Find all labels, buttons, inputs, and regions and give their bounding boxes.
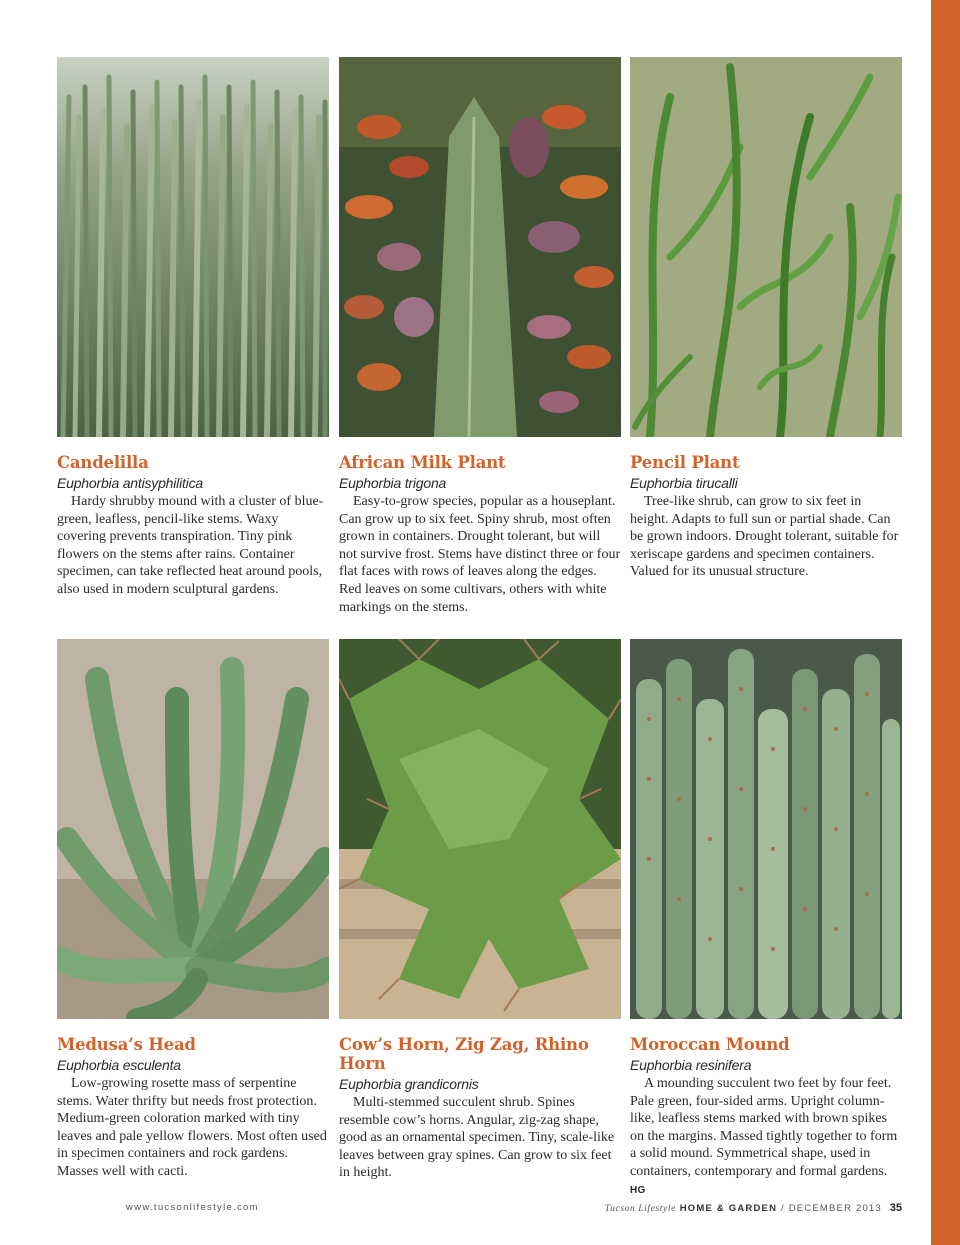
photo-cows-horn — [339, 639, 621, 1019]
plant-common-name: Medusa’s Head — [57, 1035, 196, 1054]
photo-medusas-head — [57, 639, 329, 1019]
plant-latin-name: Euphorbia antisyphilitica — [57, 475, 203, 491]
plant-latin-name: Euphorbia esculenta — [57, 1057, 181, 1073]
plant-common-name: African Milk Plant — [339, 453, 506, 472]
page-number: 35 — [889, 1202, 902, 1214]
plant-description — [630, 1075, 902, 1199]
plant-card-african-milk-plant — [339, 57, 621, 616]
plant-description: Low-growing rosette mass of serpentine stems. Water thrifty but needs frost protection. Medium-green coloration marked with tiny leaves and pale yellow flowers. Most often used in specimen containers and rock gardens. Masses well with cacti. — [57, 1076, 327, 1179]
plant-card-cows-horn — [339, 639, 621, 1182]
plant-common-name: Cow’s Horn, Zig Zag, Rhino Horn — [339, 1035, 589, 1073]
plant-common-name: Moroccan Mound — [630, 1035, 790, 1054]
photo-pencil-plant — [630, 57, 902, 437]
end-of-article-mark: HG — [630, 1184, 646, 1196]
plant-card-pencil-plant — [630, 57, 902, 581]
plant-common-name: Candelilla — [57, 453, 149, 472]
plant-latin-name: Euphorbia trigona — [339, 475, 447, 491]
folio-separator: / — [781, 1203, 785, 1214]
accent-edge-bar — [931, 0, 960, 1245]
magazine-section: HOME & GARDEN — [679, 1203, 778, 1214]
issue-date: DECEMBER 2013 — [788, 1203, 882, 1214]
plant-common-name: Pencil Plant — [630, 453, 740, 472]
plant-latin-name: Euphorbia tirucalli — [630, 475, 738, 491]
plant-card-candelilla — [57, 57, 329, 599]
plant-latin-name: Euphorbia resinifera — [630, 1057, 752, 1073]
plant-card-medusas-head — [57, 639, 329, 1181]
plant-description: Multi-stemmed succulent shrub. Spines resemble cow’s horns. Angular, zig-zag shape, good as an ornamental specimen. Tiny, scale-like leaves between gray spines. Can grow to six feet in height. — [339, 1095, 615, 1181]
photo-moroccan-mound — [630, 639, 902, 1019]
footer-website: www.tucsonlifestyle.com — [126, 1202, 259, 1213]
plant-description: Hardy shrubby mound with a cluster of blue-green, leafless, pencil-like stems. Waxy covering prevents transpiration. Tiny pink flowers on the stems after rains. Container specimen, can take reflected heat around pools, also used in modern sculptural gardens. — [57, 494, 324, 597]
magazine-name-script: Tucson Lifestyle — [604, 1204, 676, 1214]
plant-card-moroccan-mound — [630, 639, 902, 1199]
plant-latin-name: Euphorbia grandicornis — [339, 1076, 479, 1092]
photo-african-milk-plant — [339, 57, 621, 437]
footer-folio — [605, 1202, 902, 1214]
plant-description-text: A mounding succulent two feet by four feet. Pale green, four-sided arms. Upright column-like, leafless stems marked with brown spikes on the margins. Massed tightly together to form a solid mound. Symmetrical shape, used in containers, contemporary and formal gardens. — [630, 1076, 898, 1179]
plant-description: Tree-like shrub, can grow to six feet in height. Adapts to full sun or partial shade. Can be grown indoors. Drought tolerant, suitable for xeriscape gardens and specimen containers. Valued for its unusual structure. — [630, 494, 899, 580]
plant-description: Easy-to-grow species, popular as a houseplant. Can grow up to six feet. Spiny shrub, most often grown in containers. Drought tolerant, but will not survive frost. Stems have distinct three or four flat faces with rows of leaves along the edges. Red leaves on some cultivars, others with white markings on the stems. — [339, 494, 621, 615]
photo-candelilla — [57, 57, 329, 437]
